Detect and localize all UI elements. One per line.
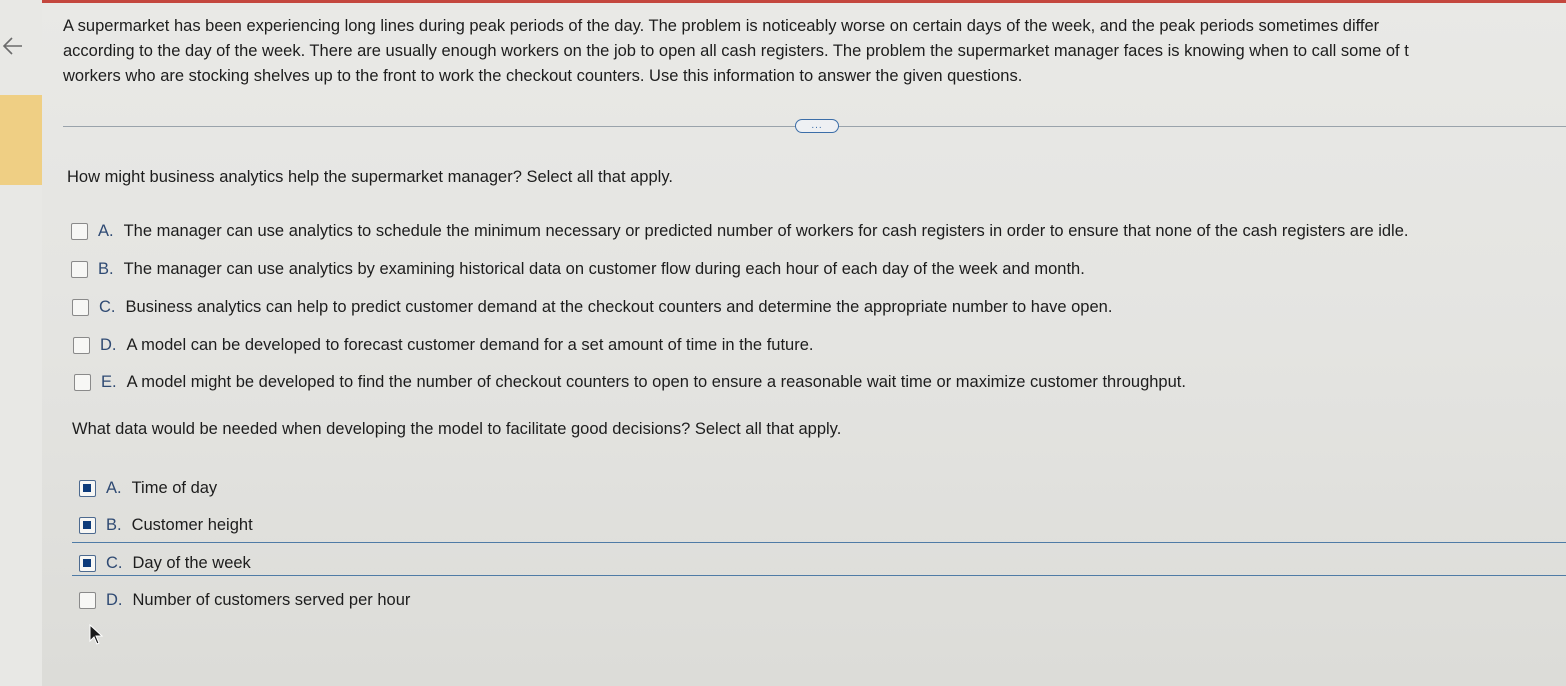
q1-option-c-letter: C. xyxy=(99,298,116,316)
q1-option-c[interactable] xyxy=(72,298,1112,317)
q2-option-d-checkbox[interactable] xyxy=(79,592,96,609)
expand-more-button[interactable]: ... xyxy=(795,119,839,133)
q1-option-d[interactable] xyxy=(73,336,813,355)
q2-option-c-text: Day of the week xyxy=(132,554,251,572)
q2-option-a[interactable] xyxy=(79,479,217,498)
q1-option-c-text: Business analytics can help to predict customer demand at the checkout counters and determine the appropriate number to have open. xyxy=(125,298,1113,316)
q1-option-a-checkbox[interactable] xyxy=(71,223,88,240)
q2-option-d[interactable] xyxy=(79,591,410,610)
q2-option-b-letter: B. xyxy=(106,516,122,534)
q1-option-b-letter: B. xyxy=(98,260,114,278)
q2-option-b-checkbox[interactable] xyxy=(79,517,96,534)
back-button[interactable] xyxy=(0,26,26,66)
q2-option-c[interactable] xyxy=(79,554,251,573)
q1-option-b-text: The manager can use analytics by examining historical data on customer flow during each hour of each day of the week and month. xyxy=(123,260,1085,278)
q2-option-c-letter: C. xyxy=(106,554,123,572)
focused-row-highlight xyxy=(72,542,1566,576)
arrow-left-icon xyxy=(1,34,25,58)
q2-option-d-text: Number of customers served per hour xyxy=(132,591,411,609)
q1-option-a[interactable] xyxy=(71,222,1408,241)
q1-option-b[interactable] xyxy=(71,260,1085,279)
q2-option-a-checkbox[interactable] xyxy=(79,480,96,497)
q2-option-b[interactable] xyxy=(79,516,253,535)
q1-option-c-checkbox[interactable] xyxy=(72,299,89,316)
q1-option-a-letter: A. xyxy=(98,222,114,240)
question-1-prompt: How might business analytics help the supermarket manager? Select all that apply. xyxy=(67,168,673,186)
q1-option-d-checkbox[interactable] xyxy=(73,337,90,354)
top-accent-line xyxy=(0,0,1566,3)
q1-option-e-checkbox[interactable] xyxy=(74,374,91,391)
q1-option-e[interactable] xyxy=(74,373,1186,392)
q2-option-a-text: Time of day xyxy=(131,479,218,497)
q2-option-d-letter: D. xyxy=(106,591,123,609)
q2-option-a-letter: A. xyxy=(106,479,122,497)
q1-option-e-letter: E. xyxy=(101,373,117,391)
problem-statement: A supermarket has been experiencing long lines during peak periods of the day. The problem is noticeably worse on certain days of the week, and the peak periods sometimes differ according to the day of the week. There are usually enough workers on the job to open all cash registers. The problem the supermarket manager faces is knowing when to call some of t workers who are stocking shelves up to the front to work the checkout counters. Use this information to answer the given questions. xyxy=(63,17,1409,85)
q1-option-a-text: The manager can use analytics to schedule the minimum necessary or predicted number of workers for cash registers in order to ensure that none of the cash registers are idle. xyxy=(123,222,1409,240)
q1-option-e-text: A model might be developed to find the number of checkout counters to open to ensure a reasonable wait time or maximize customer throughput. xyxy=(126,373,1186,391)
side-tab[interactable] xyxy=(0,95,42,185)
mouse-cursor-icon xyxy=(88,624,104,646)
q2-option-b-text: Customer height xyxy=(131,516,253,534)
q1-option-d-text: A model can be developed to forecast customer demand for a set amount of time in the future. xyxy=(126,336,814,354)
question-2-prompt: What data would be needed when developing the model to facilitate good decisions? Select all that apply. xyxy=(72,420,842,438)
q2-option-c-checkbox[interactable] xyxy=(79,555,96,572)
q1-option-d-letter: D. xyxy=(100,336,117,354)
q1-option-b-checkbox[interactable] xyxy=(71,261,88,278)
